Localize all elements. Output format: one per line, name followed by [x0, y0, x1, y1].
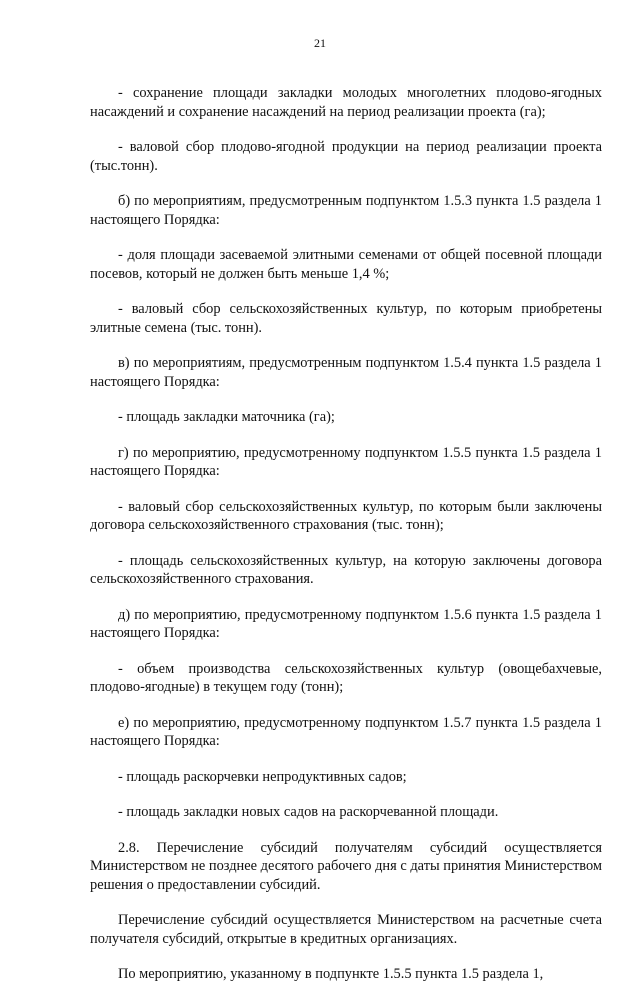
- paragraph: - площадь сельскохозяйственных культур, на которую заключены договора сельскохозяйственного страхования.: [90, 552, 602, 587]
- paragraph: По мероприятию, указанному в подпункте 1.5.5 пункта 1.5 раздела 1,: [118, 966, 544, 982]
- paragraph: б) по мероприятиям, предусмотренным подпунктом 1.5.3 пункта 1.5 раздела 1 настоящего Порядка:: [90, 193, 602, 228]
- paragraph: - доля площади засеваемой элитными семенами от общей посевной площади посевов, который не должен быть меньше 1,4 %;: [90, 247, 602, 282]
- paragraph: - объем производства сельскохозяйственных культур (овощебахчевые, плодово-ягодные) в текущем году (тонн);: [90, 660, 602, 695]
- paragraph: - валовой сбор плодово-ягодной продукции на период реализации проекта (тыс.тонн).: [90, 139, 602, 174]
- paragraph: - площадь закладки маточника (га);: [118, 409, 335, 425]
- paragraph: - площадь закладки новых садов на раскорчеванной площади.: [118, 804, 499, 820]
- document-body: [90, 84, 602, 1001]
- paragraph: г) по мероприятию, предусмотренному подпунктом 1.5.5 пункта 1.5 раздела 1 настоящего Порядка:: [90, 444, 602, 479]
- paragraph: - площадь раскорчевки непродуктивных садов;: [118, 768, 407, 785]
- paragraph: е) по мероприятию, предусмотренному подпунктом 1.5.7 пункта 1.5 раздела 1 настоящего Порядка:: [90, 714, 602, 749]
- paragraph: 2.8. Перечисление субсидий получателям субсидий осуществляется Министерством не позднее десятого рабочего дня с даты принятия Министерством решения о предоставлении субсидий.: [90, 839, 602, 893]
- paragraph: - сохранение площади закладки молодых многолетних плодово-ягодных насаждений и сохранение насаждений на период реализации проекта (га);: [90, 85, 602, 120]
- paragraph: - валовый сбор сельскохозяйственных культур, по которым приобретены элитные семена (тыс. тонн).: [90, 301, 602, 336]
- paragraph: - валовый сбор сельскохозяйственных культур, по которым были заключены договора сельскохозяйственного страхования (тыс. тонн);: [90, 498, 602, 533]
- paragraph: Перечисление субсидий осуществляется Министерством на расчетные счета получателя субсидий, открытые в кредитных организациях.: [90, 912, 602, 947]
- paragraph: д) по мероприятию, предусмотренному подпунктом 1.5.6 пункта 1.5 раздела 1 настоящего Порядка:: [90, 606, 602, 641]
- paragraph: в) по мероприятиям, предусмотренным подпунктом 1.5.4 пункта 1.5 раздела 1 настоящего Порядка:: [90, 355, 602, 390]
- page-number: 21: [314, 36, 326, 50]
